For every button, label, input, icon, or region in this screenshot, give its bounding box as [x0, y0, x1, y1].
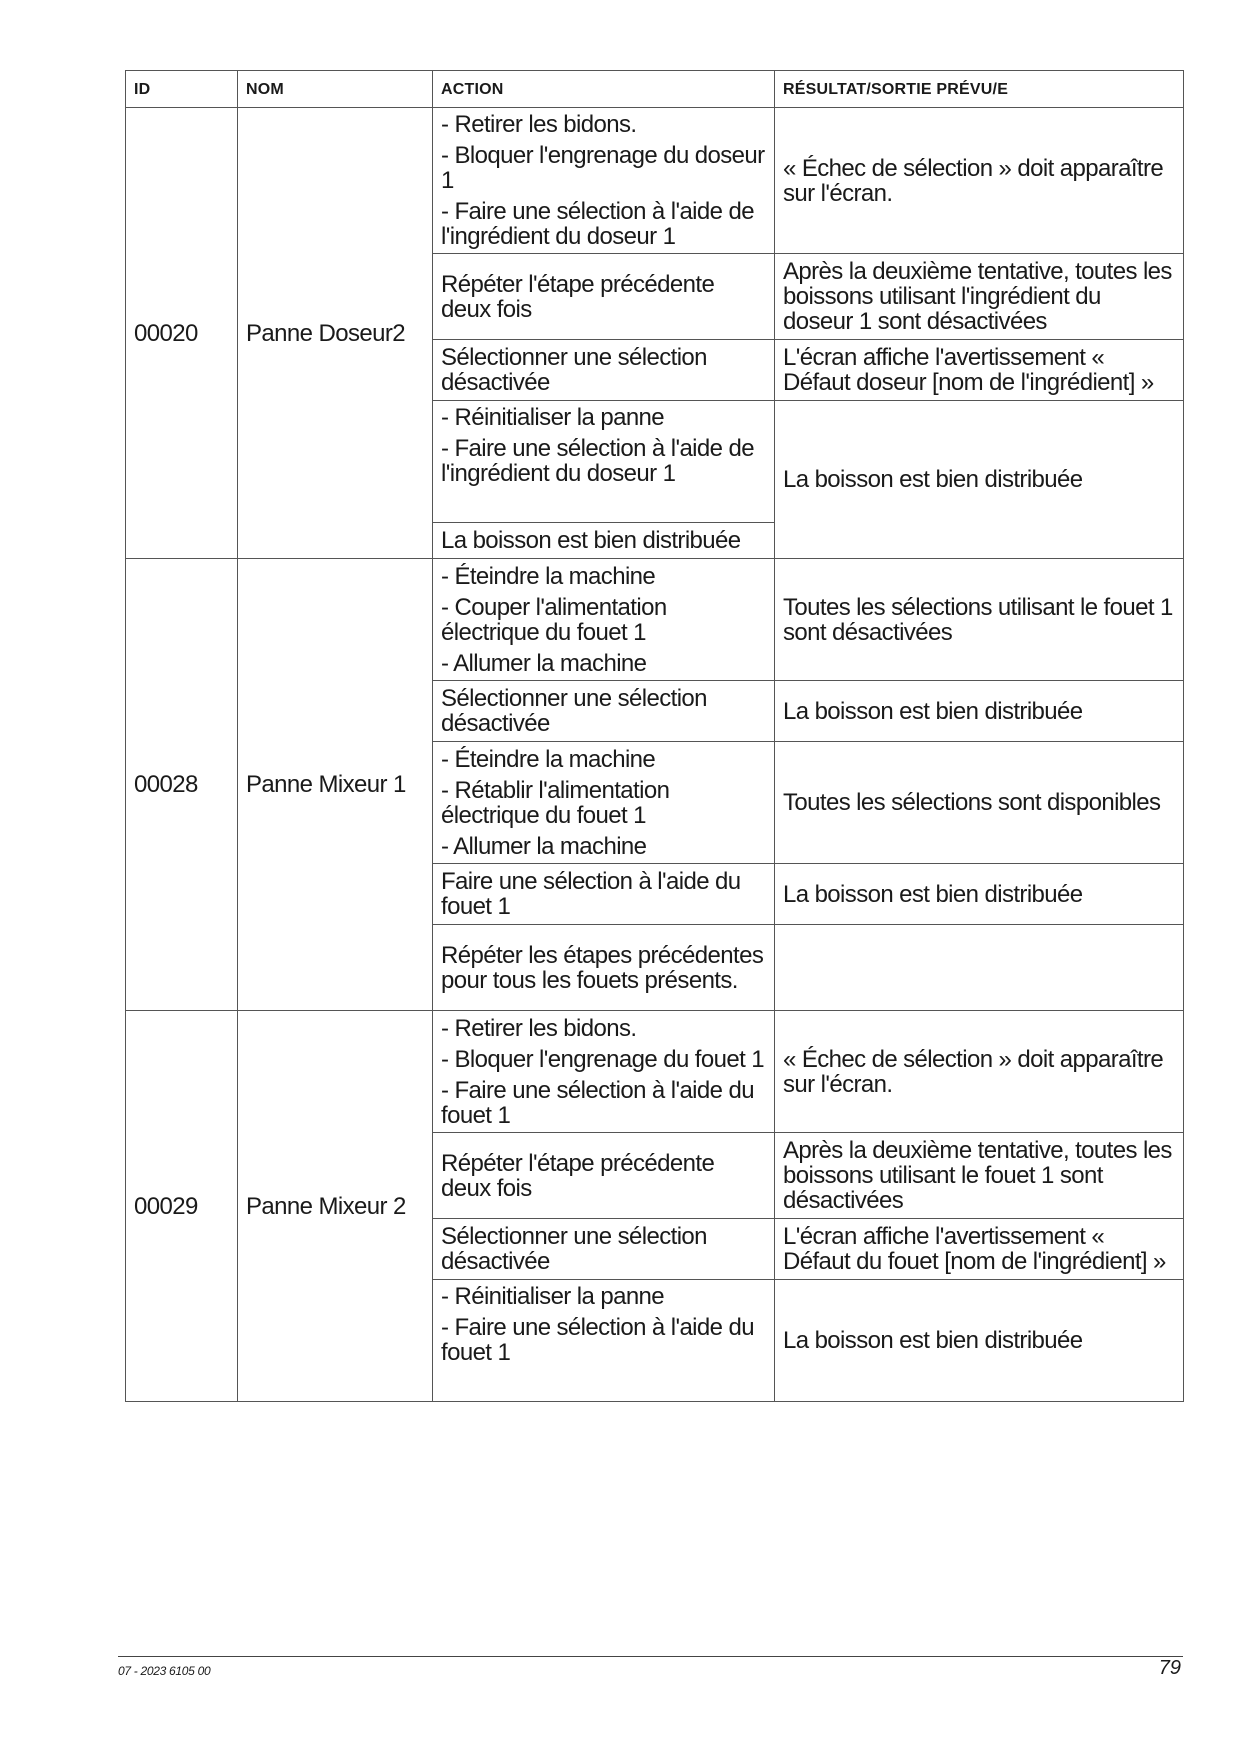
result-cell: « Échec de sélection » doit apparaître sur l'écran.	[775, 108, 1184, 254]
table-row	[126, 559, 1184, 681]
action-line: - Faire une sélection à l'aide de l'ingrédient du doseur 1	[441, 198, 754, 250]
action-line: - Rétablir l'alimentation électrique du fouet 1	[441, 776, 670, 829]
action-line: Répéter l'étape précédente deux fois	[441, 1149, 715, 1202]
action-line: - Faire une sélection à l'aide du fouet 1	[441, 1314, 754, 1366]
result-cell: La boisson est bien distribuée	[775, 401, 1184, 559]
action-line: - Éteindre la machine	[441, 745, 656, 773]
action-line: - Éteindre la machine	[441, 562, 656, 590]
header-nom: NOM	[238, 71, 433, 108]
action-cell	[433, 1280, 775, 1402]
document-reference: 07 - 2023 6105 00	[118, 1664, 211, 1678]
test-name-cell: Panne Mixeur 2	[238, 1011, 433, 1402]
footer-divider	[118, 1656, 1183, 1657]
result-cell: L'écran affiche l'avertissement « Défaut doseur [nom de l'ingrédient] »	[775, 340, 1184, 401]
page-number: 79	[1158, 1657, 1181, 1679]
action-cell	[433, 742, 775, 864]
action-line: Répéter l'étape précédente deux fois	[441, 270, 715, 323]
action-cell	[433, 401, 775, 523]
test-name-cell: Panne Doseur2	[238, 108, 433, 559]
action-line: La boisson est bien distribuée	[441, 527, 741, 554]
action-line: - Allumer la machine	[441, 832, 647, 860]
action-cell	[433, 681, 775, 742]
action-cell	[433, 864, 775, 925]
result-cell: La boisson est bien distribuée	[775, 681, 1184, 742]
result-cell: Après la deuxième tentative, toutes les boissons utilisant le fouet 1 sont désactivées	[775, 1133, 1184, 1219]
test-name-cell: Panne Mixeur 1	[238, 559, 433, 1011]
action-cell	[433, 559, 775, 681]
action-line: - Couper l'alimentation électrique du fouet 1	[441, 593, 667, 646]
action-line: Sélectionner une sélection désactivée	[441, 685, 707, 737]
result-cell	[775, 925, 1184, 1011]
action-line: - Retirer les bidons.	[441, 1014, 637, 1042]
test-id-cell: 00020	[126, 108, 238, 559]
action-cell	[433, 108, 775, 254]
test-table	[125, 70, 1184, 1402]
header-result: RÉSULTAT/SORTIE PRÉVU/E	[775, 71, 1184, 108]
action-line: Faire une sélection à l'aide du fouet 1	[441, 868, 741, 920]
result-cell: La boisson est bien distribuée	[775, 1280, 1184, 1402]
action-cell	[433, 925, 775, 1011]
table-row	[126, 1011, 1184, 1133]
header-row	[126, 71, 1184, 108]
action-cell	[433, 340, 775, 401]
action-line: - Bloquer l'engrenage du doseur 1	[441, 142, 765, 194]
action-line: - Réinitialiser la panne	[441, 1283, 665, 1310]
action-line: - Faire une sélection à l'aide de l'ingrédient du doseur 1	[441, 435, 754, 487]
action-line: Sélectionner une sélection désactivée	[441, 1223, 707, 1275]
action-line: - Bloquer l'engrenage du fouet 1	[441, 1045, 764, 1073]
result-cell: Toutes les sélections sont disponibles	[775, 742, 1184, 864]
result-cell: La boisson est bien distribuée	[775, 864, 1184, 925]
action-cell	[433, 1219, 775, 1280]
action-line: Répéter les étapes précédentes pour tous les fouets présents.	[441, 941, 764, 994]
result-cell: Toutes les sélections utilisant le fouet 1 sont désactivées	[775, 559, 1184, 681]
result-cell: L'écran affiche l'avertissement « Défaut du fouet [nom de l'ingrédient] »	[775, 1219, 1184, 1280]
action-line: - Réinitialiser la panne	[441, 404, 665, 431]
result-cell: Après la deuxième tentative, toutes les boissons utilisant l'ingrédient du doseur 1 sont désactivées	[775, 254, 1184, 340]
action-cell	[433, 1133, 775, 1219]
result-cell: « Échec de sélection » doit apparaître sur l'écran.	[775, 1011, 1184, 1133]
action-cell	[433, 1011, 775, 1133]
action-line: - Faire une sélection à l'aide du fouet 1	[441, 1076, 754, 1129]
action-line: Sélectionner une sélection désactivée	[441, 344, 707, 396]
action-cell	[433, 523, 775, 559]
action-line: - Retirer les bidons.	[441, 111, 637, 138]
test-id-cell: 00028	[126, 559, 238, 1011]
action-cell	[433, 254, 775, 340]
table-row	[126, 108, 1184, 254]
header-id: ID	[126, 71, 238, 108]
action-line: - Allumer la machine	[441, 649, 647, 677]
test-id-cell: 00029	[126, 1011, 238, 1402]
header-action: ACTION	[433, 71, 775, 108]
